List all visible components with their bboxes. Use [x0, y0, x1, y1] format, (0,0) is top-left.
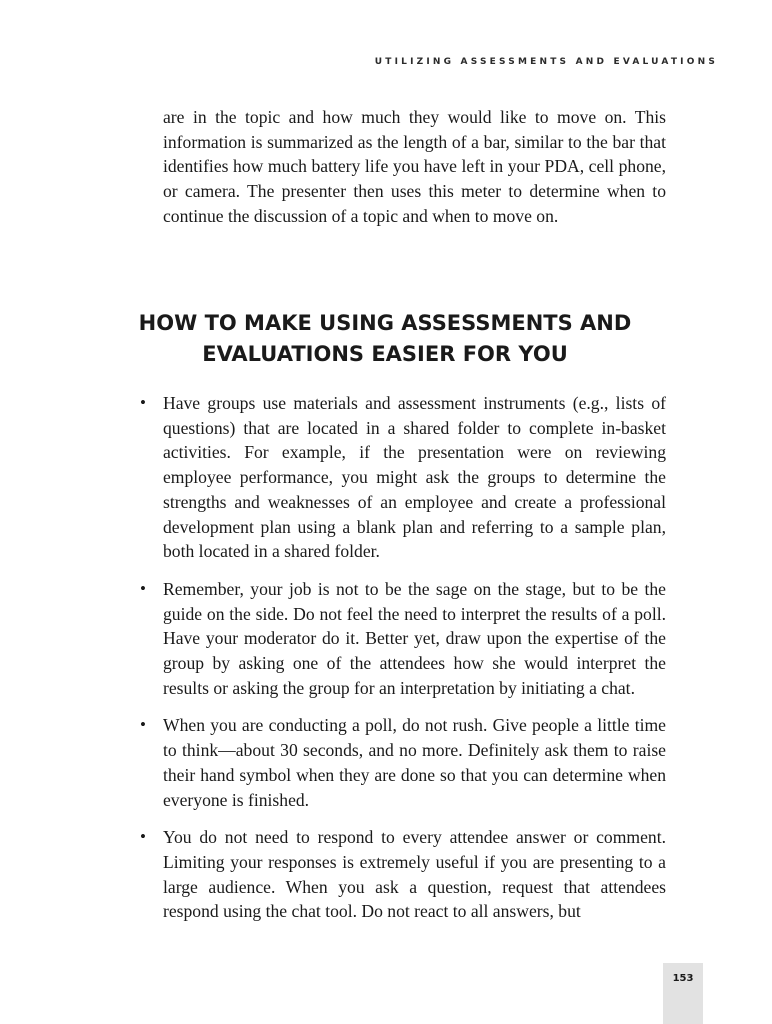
list-item — [138, 391, 666, 564]
intro-paragraph: are in the topic and how much they would like to move on. This information is summarized as the length of a bar, similar to the bar that identifies how much battery life you have left in your PDA, cell phone, or camera. The presenter then uses this meter to determine when to continue the discussion of a topic and when to move on. — [163, 107, 666, 226]
bullet-icon: • — [140, 827, 146, 847]
page-number: 153 — [672, 973, 694, 984]
list-item — [138, 713, 666, 812]
list-item-text: When you are conducting a poll, do not rush. Give people a little time to think—about 30 seconds, and no more. Definitely ask them to raise their hand symbol when they are done so that you can determine when everyone is finished. — [163, 715, 666, 810]
page-number-tab — [663, 963, 703, 1024]
section-heading-line-2: EVALUATIONS EASIER FOR YOU — [202, 342, 568, 366]
list-item-text: You do not need to respond to every attendee answer or comment. Limiting your responses is extremely useful if you are presenting to a large audience. When you ask a question, request that attendees respond using the chat tool. Do not react to all answers, but — [163, 827, 666, 922]
bullet-icon: • — [140, 578, 146, 598]
list-item — [138, 825, 666, 924]
list-item — [138, 577, 666, 701]
running-header: UTILIZING ASSESSMENTS AND EVALUATIONS — [374, 57, 718, 67]
bullet-icon: • — [140, 715, 146, 735]
bullet-icon: • — [140, 393, 146, 412]
list-item-text: Have groups use materials and assessment instruments (e.g., lists of questions) that are located in a shared folder to complete in-basket activities. For example, if the presentation were on reviewing employee performance, you might ask the groups to determine the strengths and weaknesses of an employee and create a professional development plan using a blank plan and referring to a sample plan, both located in a shared folder. — [163, 393, 666, 562]
list-item-text: Remember, your job is not to be the sage on the stage, but to be the guide on the side. Do not feel the need to interpret the results of a poll. Have your moderator do it. Better yet, draw upon the expertise of the group by asking one of the attendees how she would interpret the results or asking the group for an interpretation by initiating a chat. — [163, 578, 666, 698]
section-heading — [110, 308, 660, 370]
tips-list — [138, 391, 666, 937]
section-heading-line-1: HOW TO MAKE USING ASSESSMENTS AND — [138, 311, 632, 335]
